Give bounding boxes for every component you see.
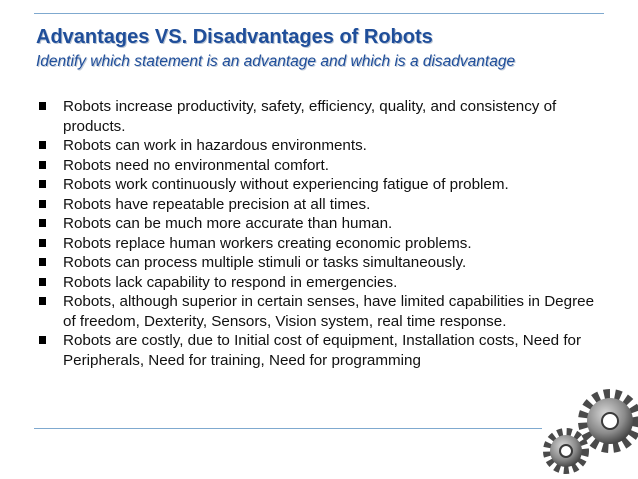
bullet-text: Robots lack capability to respond in emergencies. xyxy=(63,273,398,291)
bullet-list xyxy=(34,97,600,370)
list-item xyxy=(34,292,600,331)
square-bullet-icon xyxy=(39,180,46,188)
list-item xyxy=(34,331,600,370)
list-item xyxy=(34,214,600,234)
square-bullet-icon xyxy=(39,219,46,227)
bullet-text: Robots replace human workers creating economic problems. xyxy=(63,234,472,252)
bullet-text: Robots increase productivity, safety, efficiency, quality, and consistency of products. xyxy=(63,98,557,135)
list-item xyxy=(34,175,600,195)
bottom-divider xyxy=(34,428,542,429)
list-item xyxy=(34,253,600,273)
bullet-text: Robots can work in hazardous environments. xyxy=(63,137,367,154)
bullet-text: Robots work continuously without experiencing fatigue of problem. xyxy=(63,176,509,193)
list-item xyxy=(34,97,600,136)
list-item xyxy=(34,273,600,293)
bullet-text: Robots, although superior in certain senses, have limited capabilities in Degree of freedom, Dexterity, Sensors, Vision system, real time response. xyxy=(63,293,595,330)
small-gear-icon xyxy=(547,432,585,470)
square-bullet-icon xyxy=(39,239,46,247)
bullet-text: Robots can process multiple stimuli or tasks simultaneously. xyxy=(63,254,467,271)
list-item xyxy=(34,234,600,254)
square-bullet-icon xyxy=(39,200,46,208)
square-bullet-icon xyxy=(39,141,46,149)
square-bullet-icon xyxy=(39,102,46,110)
square-bullet-icon xyxy=(39,278,46,286)
slide-title: Advantages VS. Disadvantages of Robots xyxy=(36,26,433,48)
list-item xyxy=(34,136,600,156)
bullet-text: Robots have repeatable precision at all times. xyxy=(63,195,371,213)
bullet-text: Robots can be much more accurate than human. xyxy=(63,215,393,232)
bullet-text: Robots need no environmental comfort. xyxy=(63,156,329,174)
top-divider xyxy=(34,13,604,14)
square-bullet-icon xyxy=(39,258,46,266)
bullet-text: Robots are costly, due to Initial cost of equipment, Installation costs, Need for Peripherals, Need for training, Need for programming xyxy=(63,332,582,369)
list-item xyxy=(34,156,600,176)
large-gear-icon xyxy=(583,394,637,448)
square-bullet-icon xyxy=(39,161,46,169)
square-bullet-icon xyxy=(39,336,46,344)
gears-icon xyxy=(538,385,638,479)
list-item xyxy=(34,195,600,215)
slide-subtitle: Identify which statement is an advantage and which is a disadvantage xyxy=(36,53,516,70)
square-bullet-icon xyxy=(39,297,46,305)
